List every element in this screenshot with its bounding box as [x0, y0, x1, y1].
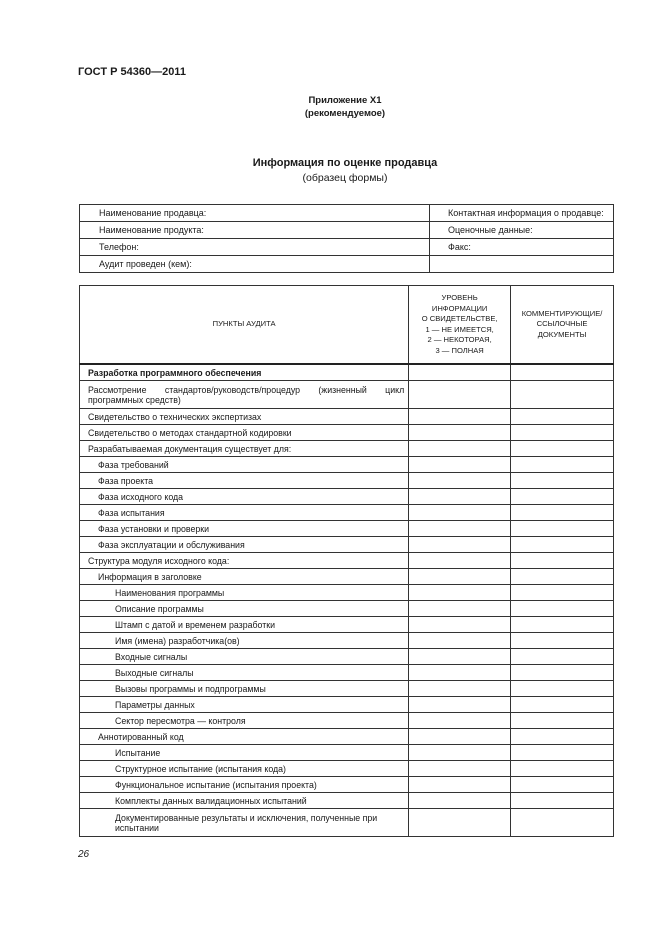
audit-comments-cell[interactable] — [511, 381, 614, 409]
audit-item-label: Описание программы — [80, 601, 409, 617]
audit-row — [80, 745, 614, 761]
info-cell-left: Телефон: — [80, 239, 430, 256]
audit-comments-cell[interactable] — [511, 681, 614, 697]
audit-row — [80, 777, 614, 793]
audit-row — [80, 381, 614, 409]
audit-item-label: Фаза исходного кода — [80, 489, 409, 505]
header-comments-line: ДОКУМЕНТЫ — [537, 329, 587, 339]
info-cell-right — [430, 256, 614, 273]
audit-body — [80, 364, 614, 837]
audit-level-cell[interactable] — [409, 729, 511, 745]
audit-item-label: Фаза эксплуатации и обслуживания — [80, 537, 409, 553]
audit-comments-cell[interactable] — [511, 649, 614, 665]
audit-row — [80, 457, 614, 473]
audit-row — [80, 505, 614, 521]
header-level-line: 2 — НЕКОТОРАЯ, — [427, 335, 492, 344]
audit-level-cell[interactable] — [409, 489, 511, 505]
audit-comments-cell[interactable] — [511, 633, 614, 649]
page-number: 26 — [78, 849, 90, 860]
audit-level-cell[interactable] — [409, 553, 511, 569]
info-row — [80, 239, 614, 256]
audit-level-cell[interactable] — [409, 809, 511, 837]
audit-level-cell[interactable] — [409, 409, 511, 425]
audit-row — [80, 633, 614, 649]
header-audit-items: ПУНКТЫ АУДИТА — [80, 286, 409, 365]
audit-comments-cell[interactable] — [511, 729, 614, 745]
audit-item-label: Структура модуля исходного кода: — [80, 553, 409, 569]
audit-row — [80, 681, 614, 697]
audit-comments-cell[interactable] — [511, 761, 614, 777]
header-comments-line: КОММЕНТИРУЮЩИЕ/ — [521, 308, 603, 318]
audit-level-cell[interactable] — [409, 457, 511, 473]
audit-comments-cell[interactable] — [511, 425, 614, 441]
audit-row — [80, 601, 614, 617]
audit-level-cell[interactable] — [409, 364, 511, 381]
info-row — [80, 205, 614, 222]
audit-row — [80, 713, 614, 729]
audit-item-label: Свидетельство о методах стандартной кодировки — [80, 425, 409, 441]
audit-level-cell[interactable] — [409, 537, 511, 553]
info-cell-left: Аудит проведен (кем): — [80, 256, 430, 273]
audit-level-cell[interactable] — [409, 761, 511, 777]
audit-table — [79, 285, 614, 837]
audit-item-label: Выходные сигналы — [80, 665, 409, 681]
audit-row — [80, 665, 614, 681]
audit-level-cell[interactable] — [409, 569, 511, 585]
audit-row — [80, 729, 614, 745]
audit-level-cell[interactable] — [409, 745, 511, 761]
audit-item-label: Комплекты данных валидационных испытаний — [80, 793, 409, 809]
audit-item-label: Функциональное испытание (испытания проекта) — [80, 777, 409, 793]
audit-item-label: Разработка программного обеспечения — [80, 364, 409, 381]
audit-comments-cell[interactable] — [511, 793, 614, 809]
audit-item-label: Имя (имена) разработчика(ов) — [80, 633, 409, 649]
audit-item-label: Фаза установки и проверки — [80, 521, 409, 537]
audit-level-cell[interactable] — [409, 713, 511, 729]
audit-item-label: Испытание — [80, 745, 409, 761]
audit-comments-cell[interactable] — [511, 505, 614, 521]
info-cell-left: Наименование продукта: — [80, 222, 430, 239]
header-comments-line: ССЫЛОЧНЫЕ — [536, 319, 588, 329]
audit-level-cell[interactable] — [409, 521, 511, 537]
audit-item-label: Вызовы программы и подпрограммы — [80, 681, 409, 697]
audit-header-row — [80, 286, 614, 365]
info-cell-left: Наименование продавца: — [80, 205, 430, 222]
audit-item-label: Сектор пересмотра — контроля — [80, 713, 409, 729]
audit-row — [80, 649, 614, 665]
header-level-line: 3 — ПОЛНАЯ — [435, 345, 484, 355]
audit-item-label: Параметры данных — [80, 697, 409, 713]
header-level-line: ИНФОРМАЦИИ — [431, 303, 488, 313]
audit-level-cell[interactable] — [409, 585, 511, 601]
header-level-line: 1 — НЕ ИМЕЕТСЯ, — [425, 324, 494, 334]
audit-level-cell[interactable] — [409, 665, 511, 681]
info-cell-right: Оценочные данные: — [430, 222, 614, 239]
audit-item-label: Фаза требований — [80, 457, 409, 473]
audit-row — [80, 697, 614, 713]
audit-comments-cell[interactable] — [511, 537, 614, 553]
audit-row — [80, 617, 614, 633]
audit-level-cell[interactable] — [409, 793, 511, 809]
audit-level-cell[interactable] — [409, 601, 511, 617]
audit-item-label: Наименования программы — [80, 585, 409, 601]
audit-item-label: Входные сигналы — [80, 649, 409, 665]
audit-comments-cell[interactable] — [511, 713, 614, 729]
audit-item-label: Аннотированный код — [80, 729, 409, 745]
audit-level-cell[interactable] — [409, 633, 511, 649]
audit-comments-cell[interactable] — [511, 489, 614, 505]
audit-level-cell[interactable] — [409, 381, 511, 409]
audit-row — [80, 409, 614, 425]
annex-subtitle: (рекомендуемое) — [304, 108, 386, 119]
audit-comments-cell[interactable] — [511, 809, 614, 837]
audit-comments-cell[interactable] — [511, 617, 614, 633]
audit-level-cell[interactable] — [409, 777, 511, 793]
audit-comments-cell[interactable] — [511, 569, 614, 585]
audit-comments-cell[interactable] — [511, 364, 614, 381]
annex-title: Приложение Х1 — [308, 95, 382, 106]
audit-level-cell[interactable] — [409, 473, 511, 489]
audit-level-cell[interactable] — [409, 425, 511, 441]
info-row — [80, 256, 614, 273]
audit-level-cell[interactable] — [409, 617, 511, 633]
audit-row — [80, 489, 614, 505]
header-level — [409, 286, 511, 365]
audit-item-label: Документированные результаты и исключения, полученные при испытании — [80, 809, 409, 837]
audit-comments-cell[interactable] — [511, 665, 614, 681]
audit-row — [80, 537, 614, 553]
audit-row — [80, 441, 614, 457]
audit-item-label: Фаза испытания — [80, 505, 409, 521]
audit-comments-cell[interactable] — [511, 409, 614, 425]
header-level-line: О СВИДЕТЕЛЬСТВЕ, — [421, 314, 498, 323]
audit-item-label: Разрабатываемая документация существует для: — [80, 441, 409, 457]
audit-comments-cell[interactable] — [511, 777, 614, 793]
audit-item-label: Штамп с датой и временем разработки — [80, 617, 409, 633]
vendor-info-table — [79, 204, 614, 273]
audit-level-cell[interactable] — [409, 697, 511, 713]
standard-code: ГОСТ Р 54360—2011 — [78, 66, 186, 78]
audit-comments-cell[interactable] — [511, 697, 614, 713]
audit-row — [80, 364, 614, 381]
info-row — [80, 222, 614, 239]
form-title: Информация по оценке продавца — [252, 157, 438, 169]
audit-level-cell[interactable] — [409, 505, 511, 521]
audit-comments-cell[interactable] — [511, 553, 614, 569]
audit-level-cell[interactable] — [409, 649, 511, 665]
header-comments — [511, 286, 614, 365]
audit-item-label: Рассмотрение стандартов/руководств/процедур (жизненный цикл программных средств) — [80, 381, 409, 409]
audit-row — [80, 809, 614, 837]
audit-comments-cell[interactable] — [511, 441, 614, 457]
audit-item-label: Структурное испытание (испытания кода) — [80, 761, 409, 777]
form-subtitle: (образец формы) — [302, 172, 388, 184]
audit-item-label: Информация в заголовке — [80, 569, 409, 585]
audit-item-label: Фаза проекта — [80, 473, 409, 489]
audit-row — [80, 761, 614, 777]
audit-row — [80, 569, 614, 585]
audit-row — [80, 425, 614, 441]
info-cell-right: Контактная информация о продавце: — [430, 205, 614, 222]
header-level-line: УРОВЕНЬ — [441, 293, 478, 302]
audit-comments-cell[interactable] — [511, 745, 614, 761]
audit-row — [80, 585, 614, 601]
audit-comments-cell[interactable] — [511, 457, 614, 473]
audit-level-cell[interactable] — [409, 441, 511, 457]
audit-row — [80, 473, 614, 489]
audit-comments-cell[interactable] — [511, 601, 614, 617]
audit-item-label: Свидетельство о технических экспертизах — [80, 409, 409, 425]
audit-comments-cell[interactable] — [511, 585, 614, 601]
info-cell-right: Факс: — [430, 239, 614, 256]
audit-comments-cell[interactable] — [511, 521, 614, 537]
audit-row — [80, 793, 614, 809]
audit-level-cell[interactable] — [409, 681, 511, 697]
audit-row — [80, 521, 614, 537]
audit-row — [80, 553, 614, 569]
audit-comments-cell[interactable] — [511, 473, 614, 489]
